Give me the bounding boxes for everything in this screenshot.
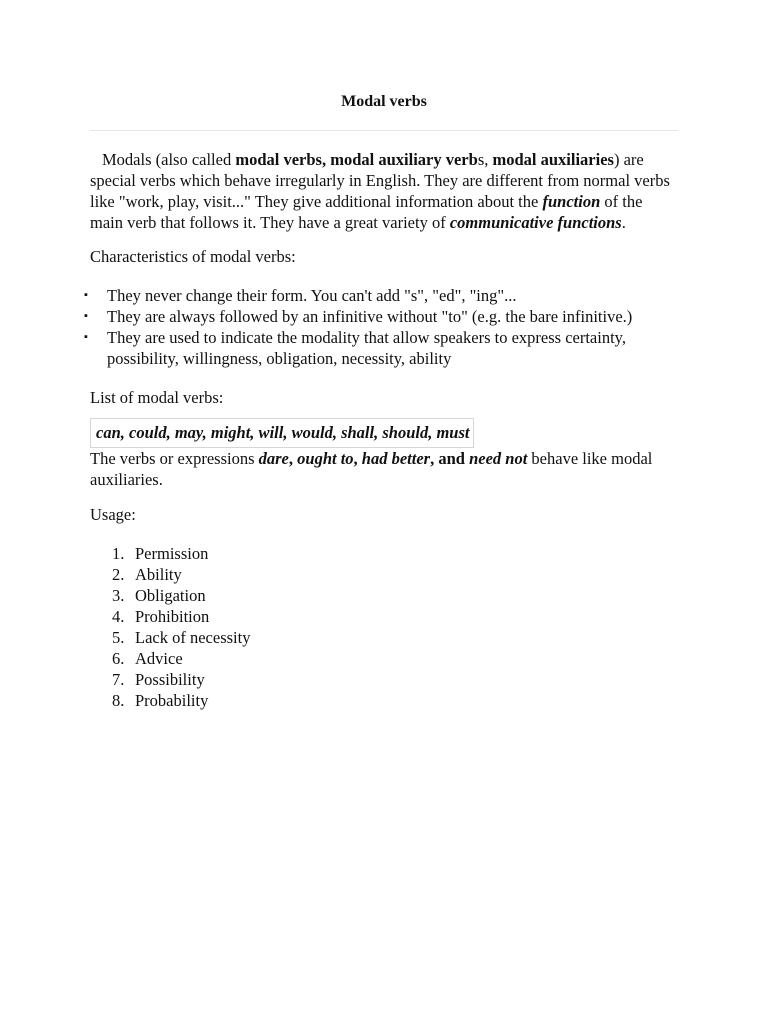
expression-term: had better <box>361 449 431 468</box>
list-item <box>84 306 670 327</box>
list-number: 7. <box>112 670 125 689</box>
document-body <box>84 149 670 711</box>
page-title: Modal verbs <box>341 93 427 110</box>
characteristics-heading: Characteristics of modal verbs: <box>90 247 296 266</box>
list-item <box>90 627 670 648</box>
intro-paragraph <box>90 149 670 233</box>
list-number: 3. <box>112 586 125 605</box>
intro-bold-term: modal verbs, modal auxiliary verb <box>235 150 478 169</box>
expressions-text: The verbs or expressions <box>90 449 259 468</box>
list-item <box>90 564 670 585</box>
usage-item-label: Permission <box>135 544 209 563</box>
list-number: 6. <box>112 649 125 668</box>
intro-bold-term: modal auxiliaries <box>492 150 614 169</box>
list-item <box>90 543 670 564</box>
list-item <box>90 690 670 711</box>
list-item <box>90 585 670 606</box>
intro-text: Modals (also called <box>102 150 236 169</box>
characteristics-list <box>84 285 670 369</box>
intro-emphasis: function <box>542 192 601 211</box>
list-number: 2. <box>112 565 125 584</box>
square-bullet-icon: ▪ <box>84 289 88 301</box>
usage-item-label: Advice <box>135 649 183 668</box>
list-item <box>90 606 670 627</box>
expressions-text: behave like modal auxiliaries. <box>90 449 653 489</box>
title-divider <box>90 130 678 131</box>
intro-text: of the main verb that follows it. They have a great variety of <box>90 192 643 232</box>
usage-item-label: Probability <box>135 691 209 710</box>
usage-item-label: Ability <box>135 565 182 584</box>
list-number: 1. <box>112 544 125 563</box>
usage-list <box>90 543 670 711</box>
modal-verbs-box: can, could, may, might, will, would, shall, should, must <box>90 418 474 448</box>
expression-term: ought to <box>297 449 354 468</box>
list-number: 5. <box>112 628 125 647</box>
list-number: 8. <box>112 691 125 710</box>
expression-comma: , <box>288 449 298 468</box>
list-item-text: They are always followed by an infinitive without "to" (e.g. the bare infinitive.) <box>107 307 633 326</box>
intro-text: . <box>621 213 626 232</box>
usage-item-label: Prohibition <box>135 607 210 626</box>
list-item-text: They are used to indicate the modality that allow speakers to express certainty, possibility, willingness, obligation, necessity, ability <box>107 328 626 368</box>
usage-item-label: Possibility <box>135 670 205 689</box>
usage-item-label: Lack of necessity <box>135 628 251 647</box>
list-item <box>90 669 670 690</box>
list-number: 4. <box>112 607 125 626</box>
intro-text: ) are special verbs which behave irregularly in English. They are different from normal verbs like "work, play, visit..." They give additional information about the <box>90 150 670 211</box>
expression-comma: , <box>353 449 362 468</box>
modal-list-heading: List of modal verbs: <box>90 388 224 407</box>
usage-heading: Usage: <box>90 505 136 524</box>
expressions-paragraph <box>90 448 670 490</box>
list-item <box>84 285 670 306</box>
expression-term: need not <box>469 449 528 468</box>
list-item <box>90 648 670 669</box>
square-bullet-icon: ▪ <box>84 310 88 322</box>
list-item <box>84 327 670 369</box>
expression-comma: , and <box>430 449 470 468</box>
intro-emphasis: communicative functions <box>449 213 622 232</box>
expression-term: dare <box>258 449 289 468</box>
intro-text: s, <box>477 150 493 169</box>
usage-item-label: Obligation <box>135 586 206 605</box>
list-item-text: They never change their form. You can't add "s", "ed", "ing"... <box>107 286 517 305</box>
square-bullet-icon: ▪ <box>84 331 88 343</box>
